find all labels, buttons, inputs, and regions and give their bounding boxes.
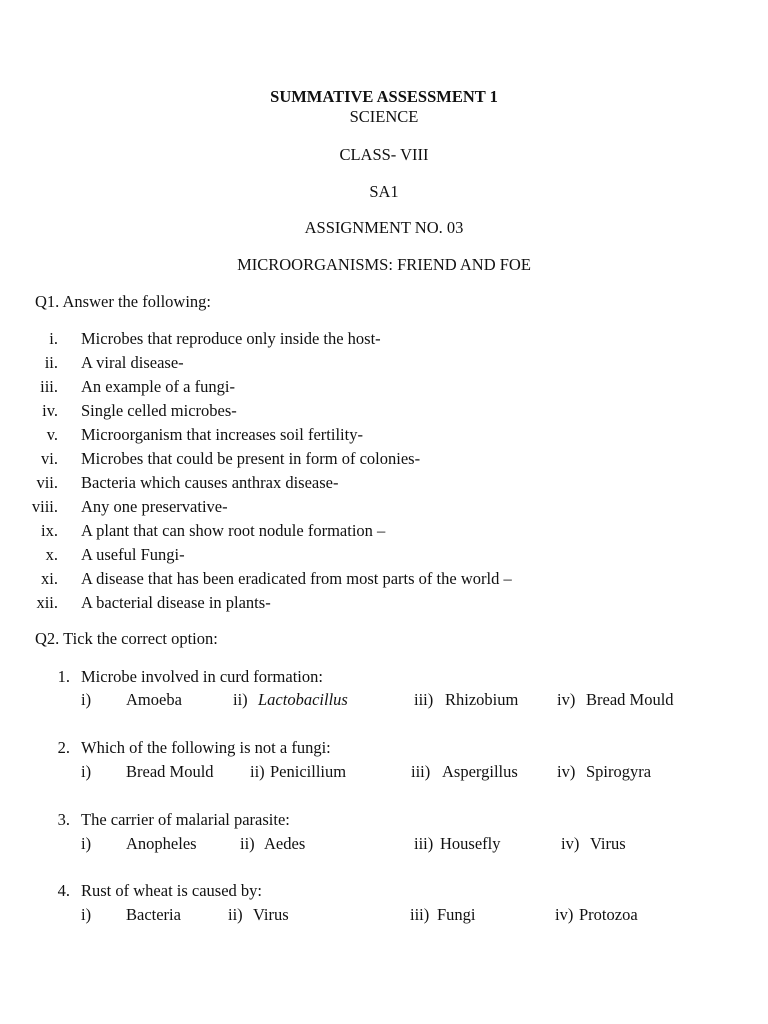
q1-item-text: A disease that has been eradicated from most parts of the world – (81, 569, 512, 588)
option-text: Bread Mould (586, 690, 674, 709)
q1-item-number: viii. (31, 497, 58, 516)
option-label: i) (81, 762, 92, 781)
option-text: Spirogyra (586, 762, 652, 781)
option-label: iv) (561, 834, 580, 853)
q1-item-number: ix. (41, 521, 58, 540)
q1-item-number: v. (46, 425, 58, 444)
option-text: Anopheles (126, 834, 197, 853)
q1-item-number: xii. (36, 593, 58, 612)
q1-heading: Q1. Answer the following: (35, 292, 211, 311)
q1-item-number: vii. (36, 473, 58, 492)
q1-item-text: Microbes that could be present in form of colonies- (81, 449, 421, 468)
option-text: Lactobacillus (258, 690, 348, 709)
option-text: Penicillium (270, 762, 347, 781)
q1-item-number: x. (45, 545, 58, 564)
option-label: iv) (557, 762, 576, 781)
option-label: i) (81, 690, 92, 709)
option-label: iii) (414, 690, 434, 709)
class-heading: CLASS- VIII (339, 145, 429, 164)
option-label: i) (81, 905, 92, 924)
q1-item-text: A bacterial disease in plants- (81, 593, 271, 612)
q1-item-number: xi. (41, 569, 58, 588)
q2-question-number: 3. (57, 810, 70, 829)
q1-item-text: A viral disease- (81, 353, 184, 372)
option-text: Rhizobium (445, 690, 519, 709)
option-text: Bacteria (126, 905, 181, 924)
q2-question-number: 1. (57, 667, 70, 686)
option-text: Fungi (437, 905, 476, 924)
option-label: ii) (228, 905, 243, 924)
q2-heading: Q2. Tick the correct option: (35, 629, 218, 648)
q1-item-number: iii. (40, 377, 58, 396)
q1-item-number: i. (49, 329, 58, 348)
option-text: Virus (253, 905, 289, 924)
option-label: i) (81, 834, 92, 853)
q1-item-text: A useful Fungi- (81, 545, 185, 564)
option-label: ii) (250, 762, 265, 781)
option-label: iii) (411, 762, 431, 781)
option-label: ii) (233, 690, 248, 709)
q1-item-text: Microorganism that increases soil fertility- (81, 425, 363, 444)
q2-question-number: 2. (57, 738, 70, 757)
q2-question-text: Microbe involved in curd formation: (81, 667, 323, 686)
option-label: iv) (557, 690, 576, 709)
q1-item-number: iv. (42, 401, 58, 420)
page-title: SUMMATIVE ASSESSMENT 1 (270, 87, 498, 106)
subject-heading: SCIENCE (349, 107, 419, 126)
option-text: Bread Mould (126, 762, 214, 781)
option-label: ii) (240, 834, 255, 853)
option-text: Amoeba (126, 690, 182, 709)
option-text: Virus (590, 834, 626, 853)
q1-item-number: ii. (44, 353, 58, 372)
option-text: Housefly (440, 834, 501, 853)
q1-item-text: Single celled microbes- (81, 401, 237, 420)
q1-item-text: Bacteria which causes anthrax disease- (81, 473, 339, 492)
q1-item-text: Any one preservative- (81, 497, 228, 516)
option-text: Aspergillus (442, 762, 518, 781)
q1-item-text: A plant that can show root nodule formation – (81, 521, 386, 540)
chapter-heading: MICROORGANISMS: FRIEND AND FOE (237, 255, 531, 274)
q2-question-text: The carrier of malarial parasite: (81, 810, 290, 829)
option-label: iii) (410, 905, 430, 924)
q2-question-number: 4. (57, 881, 70, 900)
assignment-heading: ASSIGNMENT NO. 03 (304, 218, 464, 237)
term-heading: SA1 (369, 182, 399, 201)
q1-item-text: An example of a fungi- (81, 377, 235, 396)
q1-item-text: Microbes that reproduce only inside the host- (81, 329, 381, 348)
q1-item-number: vi. (41, 449, 58, 468)
option-label: iv) (555, 905, 574, 924)
option-text: Aedes (264, 834, 306, 853)
option-text: Protozoa (579, 905, 638, 924)
q2-question-text: Which of the following is not a fungi: (81, 738, 331, 757)
option-label: iii) (414, 834, 434, 853)
q2-question-text: Rust of wheat is caused by: (81, 881, 263, 900)
